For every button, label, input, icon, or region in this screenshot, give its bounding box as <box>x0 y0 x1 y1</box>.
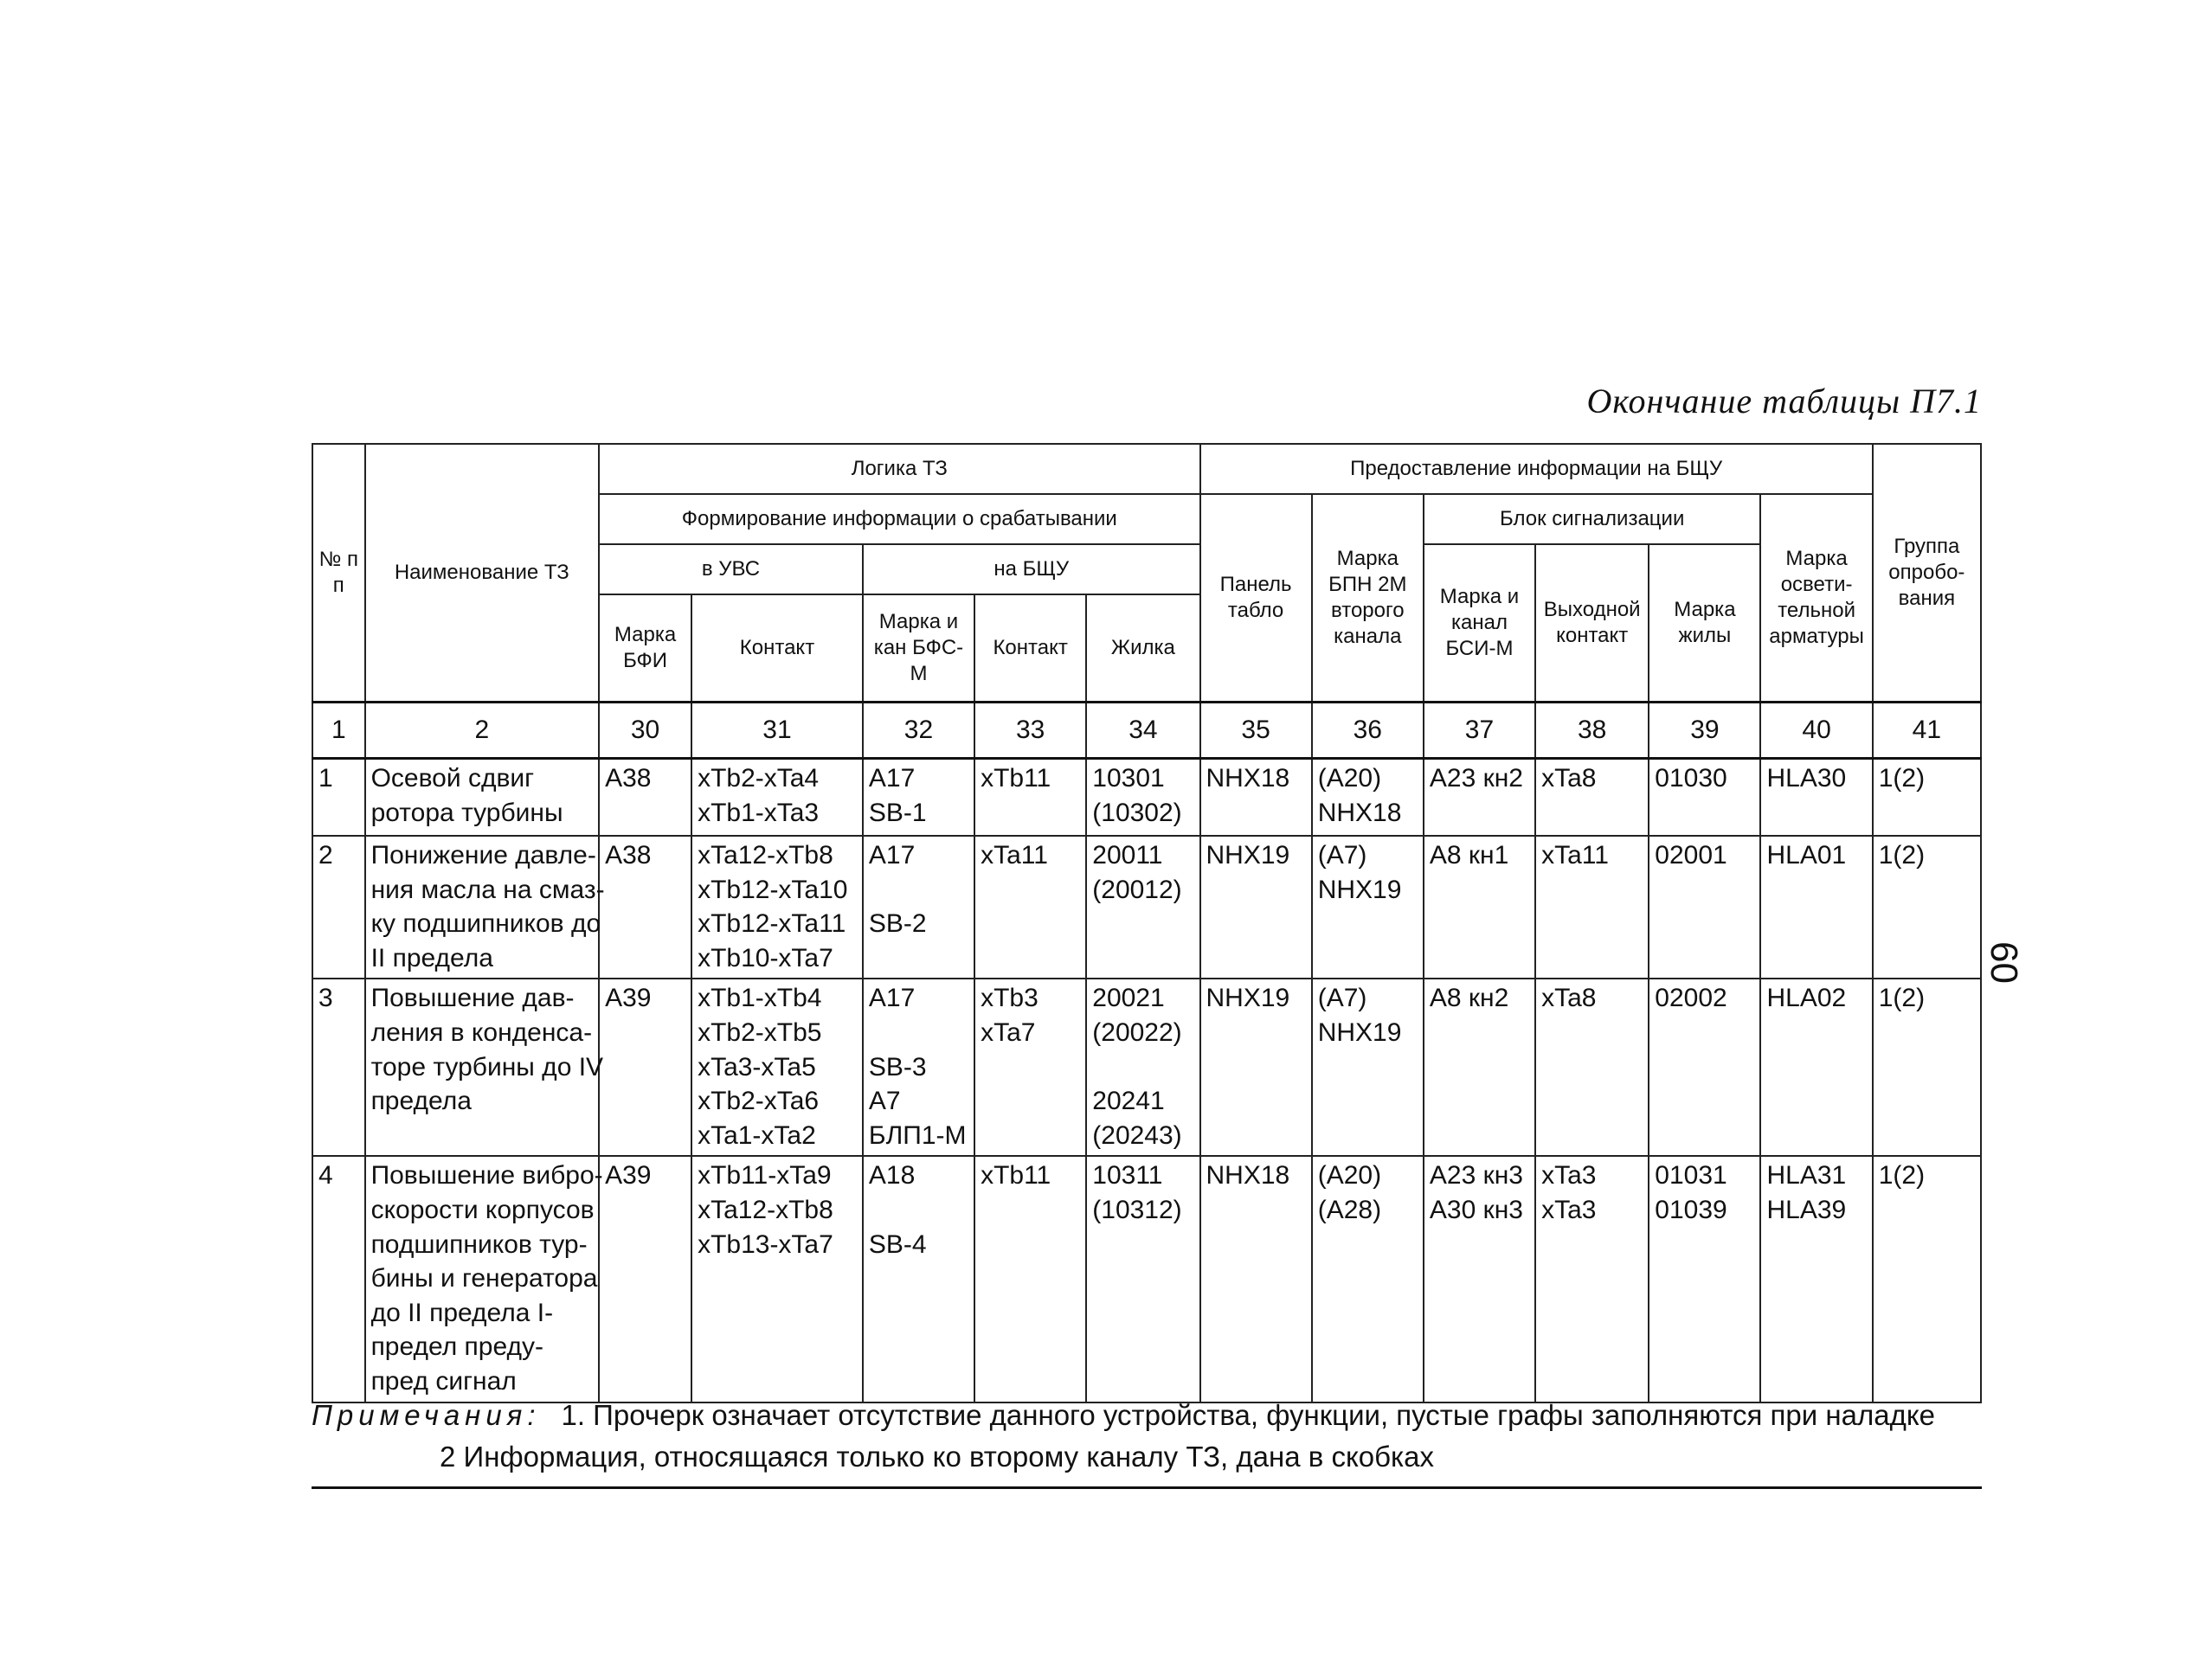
cell-out-contact-line: xTa8 <box>1541 764 1597 793</box>
cell-num: 4 <box>312 1156 365 1402</box>
cell-bsi <box>1424 979 1535 1156</box>
header-bpn: Марка БПН 2М второго канала <box>1312 494 1424 703</box>
cell-out-contact-line: xTa11 <box>1541 841 1609 870</box>
cell-core-line: (20022) <box>1092 1017 1182 1047</box>
cell-lamp-line: HLA02 <box>1766 984 1847 1013</box>
cell-name <box>365 979 604 1156</box>
col-number: 40 <box>1760 703 1872 759</box>
cell-bpn-line: (А28) <box>1317 1195 1382 1224</box>
cell-core-line: 10301 <box>1092 764 1165 793</box>
cell-wire-line: 01031 <box>1655 1161 1727 1191</box>
cell-bfs-line <box>869 1193 968 1228</box>
cell-name-line: Понижение давле- <box>370 841 596 870</box>
header-logic: Логика ТЗ <box>599 444 1199 494</box>
header-contact-33: Контакт <box>974 594 1086 703</box>
col-number: 37 <box>1424 703 1535 759</box>
cell-bfi: А38 <box>599 759 691 837</box>
cell-bfs <box>863 759 974 837</box>
cell-lamp-line: HLA30 <box>1766 764 1847 793</box>
cell-name-line: пред сигнал <box>370 1366 517 1396</box>
table-row <box>312 836 1981 979</box>
header-panel: Панель табло <box>1200 494 1312 703</box>
cell-bpn-line: (А7) <box>1317 841 1367 870</box>
cell-wire-line: 01039 <box>1655 1195 1727 1224</box>
cell-bfs-line: SB-2 <box>868 909 927 939</box>
cell-num: 2 <box>312 836 365 979</box>
header-info: Предоставление информации на БЩУ <box>1200 444 1873 494</box>
header-wire: Марка жилы <box>1649 544 1760 703</box>
cell-panel: NHX19 <box>1200 979 1312 1156</box>
cell-lamp <box>1760 979 1872 1156</box>
cell-core <box>1086 979 1199 1156</box>
cell-out-contact-line: xTa8 <box>1541 984 1597 1013</box>
col-number: 33 <box>974 703 1086 759</box>
header-lamp: Марка освети-тельной арматуры <box>1760 494 1872 703</box>
main-table <box>312 443 1982 1403</box>
cell-bfs-line: SB-3 <box>868 1052 927 1082</box>
cell-lamp-line: HLA39 <box>1766 1195 1847 1224</box>
cell-wire <box>1649 1156 1760 1402</box>
cell-core-line: (20012) <box>1092 875 1182 904</box>
cell-group: 1(2) <box>1873 759 1981 837</box>
cell-contact-33 <box>974 759 1086 837</box>
cell-bfs-line: SB-1 <box>868 798 927 827</box>
cell-bsi-line: А8 кн1 <box>1429 841 1509 870</box>
cell-out-contact-line: xTa3 <box>1541 1195 1597 1224</box>
cell-wire-line: 01030 <box>1655 764 1727 793</box>
cell-name-line: ления в конденса- <box>370 1017 593 1047</box>
cell-name <box>365 759 600 837</box>
cell-lamp-line: HLA31 <box>1766 1161 1847 1191</box>
cell-contact-line: xTa1-xTa2 <box>698 1120 816 1150</box>
cell-bpn-line: NHX19 <box>1317 1017 1402 1047</box>
header-bfs: Марка и кан БФС-М <box>863 594 974 703</box>
cell-lamp <box>1760 759 1872 837</box>
cell-name-line: ку подшипников до <box>370 909 601 939</box>
note-2: 2 Информация, относящаяся только ко второму каналу ТЗ, дана в скобках <box>440 1440 1435 1473</box>
cell-group: 1(2) <box>1873 1156 1981 1402</box>
cell-bfs-line: А17 <box>868 984 916 1013</box>
cell-name-line: скорости корпусов <box>370 1195 595 1224</box>
cell-contact-33-line: xTa11 <box>981 841 1048 870</box>
col-number: 31 <box>691 703 863 759</box>
column-number-row <box>312 703 1981 759</box>
header-group: Группа опробо-вания <box>1873 444 1981 703</box>
cell-group: 1(2) <box>1873 979 1981 1156</box>
table-row <box>312 979 1981 1156</box>
cell-panel: NHX18 <box>1200 759 1312 837</box>
notes <box>312 1395 1982 1478</box>
cell-core <box>1086 759 1199 837</box>
cell-core-line: 20021 <box>1092 984 1165 1013</box>
header-uvs: в УВС <box>599 544 863 594</box>
cell-contact-33-line: xTb11 <box>981 764 1051 793</box>
bottom-rule <box>312 1486 1982 1489</box>
col-number: 1 <box>312 703 365 759</box>
header-bsi: Марка и канал БСИ-М <box>1424 544 1535 703</box>
table-row <box>312 759 1981 837</box>
cell-bpn <box>1312 759 1424 837</box>
cell-contact-33-line: xTb3 <box>981 984 1038 1013</box>
col-number: 30 <box>599 703 691 759</box>
cell-name-line: подшипников тур- <box>370 1229 588 1259</box>
cell-contact-line: xTa3-xTa5 <box>698 1052 816 1082</box>
col-number: 39 <box>1649 703 1760 759</box>
cell-bpn-line: (А7) <box>1317 984 1367 1013</box>
cell-contact-line: xTb12-xTa11 <box>698 909 846 939</box>
table-row <box>312 1156 1981 1402</box>
col-number: 38 <box>1535 703 1649 759</box>
cell-contact-line: xTb2-xTa6 <box>698 1087 820 1116</box>
cell-wire-line: 02002 <box>1655 984 1727 1013</box>
cell-name-line: бины и генератора <box>370 1264 598 1293</box>
col-number: 34 <box>1086 703 1199 759</box>
cell-contact-line: xTb2-xTb5 <box>698 1017 822 1047</box>
cell-contact-line: xTb13-xTa7 <box>698 1229 833 1259</box>
cell-contact-33 <box>974 979 1086 1156</box>
col-number: 41 <box>1873 703 1981 759</box>
cell-name-line: до II предела I- <box>370 1298 554 1327</box>
cell-contact-line: xTa12-xTb8 <box>698 841 833 870</box>
cell-contact-33 <box>974 836 1086 979</box>
cell-name-line: Повышение вибро- <box>370 1161 603 1191</box>
cell-contact-line: xTa12-xTb8 <box>698 1195 833 1224</box>
cell-contact <box>691 1156 863 1402</box>
cell-bfs-line <box>869 1016 968 1050</box>
cell-contact-line: xTb12-xTa10 <box>698 875 848 904</box>
cell-bsi-line: А23 кн2 <box>1429 764 1523 793</box>
cell-bfi: А39 <box>599 979 691 1156</box>
cell-wire <box>1649 759 1760 837</box>
header-num: № п п <box>312 444 365 703</box>
cell-contact <box>691 759 863 837</box>
cell-contact-line: xTb2-xTa4 <box>698 764 820 793</box>
col-number: 2 <box>365 703 600 759</box>
cell-contact <box>691 979 863 1156</box>
cell-bsi-line: А30 кн3 <box>1429 1195 1523 1224</box>
cell-wire-line: 02001 <box>1655 841 1727 870</box>
cell-bpn-line: NHX19 <box>1317 875 1402 904</box>
cell-bfs <box>863 979 974 1156</box>
header-bfi: Марка БФИ <box>599 594 691 703</box>
cell-name-line: II предела <box>370 943 493 972</box>
cell-bsi <box>1424 836 1535 979</box>
cell-bfs-line: А18 <box>868 1161 916 1191</box>
cell-contact-33 <box>974 1156 1086 1402</box>
col-number: 36 <box>1312 703 1424 759</box>
cell-panel: NHX18 <box>1200 1156 1312 1402</box>
page-number: 60 <box>1983 941 2025 984</box>
cell-core <box>1086 836 1199 979</box>
cell-contact-line: xTb1-xTb4 <box>698 984 822 1013</box>
cell-bfs-line <box>869 873 968 908</box>
cell-bsi-line: А23 кн3 <box>1429 1161 1523 1191</box>
cell-bsi <box>1424 759 1535 837</box>
cell-name-line: ротора турбины <box>370 798 563 827</box>
cell-core-line: (10312) <box>1092 1195 1182 1224</box>
cell-name-line: предела <box>370 1087 472 1116</box>
col-number: 32 <box>863 703 974 759</box>
cell-out-contact <box>1535 1156 1649 1402</box>
cell-core-line: (20243) <box>1092 1120 1182 1150</box>
cell-bpn-line: (А20) <box>1317 1161 1382 1191</box>
cell-core-line: 10311 <box>1092 1161 1163 1191</box>
cell-name-line: торе турбины до IV <box>370 1052 604 1082</box>
table-caption: Окончание таблицы П7.1 <box>1586 382 1982 420</box>
cell-lamp-line: HLA01 <box>1766 841 1847 870</box>
header-out-contact: Выходной контакт <box>1535 544 1649 703</box>
header-bschu: на БЩУ <box>863 544 1200 594</box>
header-core: Жилка <box>1086 594 1199 703</box>
cell-bpn-line: NHX18 <box>1317 798 1402 827</box>
notes-lead: Примечания: <box>312 1399 541 1431</box>
cell-bpn <box>1312 836 1424 979</box>
cell-core-line: 20011 <box>1092 841 1163 870</box>
col-number: 35 <box>1200 703 1312 759</box>
cell-bfi: А38 <box>599 836 691 979</box>
header-name: Наименование ТЗ <box>365 444 600 703</box>
cell-bfs-line: А7 <box>868 1087 901 1116</box>
cell-bpn-line: (А20) <box>1317 764 1382 793</box>
cell-core <box>1086 1156 1199 1402</box>
cell-bpn <box>1312 979 1424 1156</box>
cell-lamp <box>1760 836 1872 979</box>
cell-core-line: (10302) <box>1092 798 1182 827</box>
cell-out-contact <box>1535 836 1649 979</box>
cell-num: 3 <box>312 979 365 1156</box>
cell-contact-line: xTb1-xTa3 <box>698 798 820 827</box>
cell-out-contact-line: xTa3 <box>1541 1161 1597 1191</box>
cell-contact-33-line: xTa7 <box>981 1017 1036 1047</box>
cell-group: 1(2) <box>1873 836 1981 979</box>
cell-wire <box>1649 836 1760 979</box>
cell-name-line: предел преду- <box>370 1332 544 1362</box>
cell-contact <box>691 836 863 979</box>
note-1: 1. Прочерк означает отсутствие данного устройства, функции, пустые графы заполняются при наладке <box>561 1399 1935 1431</box>
cell-core-line <box>1092 1050 1193 1085</box>
cell-contact-33-line: xTb11 <box>981 1161 1051 1191</box>
cell-bpn <box>1312 1156 1424 1402</box>
note-line-1 <box>312 1395 1982 1436</box>
cell-bsi-line: А8 кн2 <box>1429 984 1509 1013</box>
cell-bfs-line: А17 <box>868 764 916 793</box>
cell-bfs-line: А17 <box>868 841 916 870</box>
cell-num: 1 <box>312 759 365 837</box>
cell-bfs-line: БЛП1-М <box>868 1120 967 1150</box>
header-formation: Формирование информации о срабатывании <box>599 494 1199 544</box>
cell-name <box>365 836 605 979</box>
cell-panel: NHX19 <box>1200 836 1312 979</box>
cell-contact-line: xTb11-xTa9 <box>698 1161 832 1191</box>
cell-core-line: 20241 <box>1092 1087 1165 1116</box>
cell-name <box>365 1156 603 1402</box>
cell-lamp <box>1760 1156 1872 1402</box>
cell-wire <box>1649 979 1760 1156</box>
header-signal-block: Блок сигнализации <box>1424 494 1761 544</box>
cell-bfs <box>863 1156 974 1402</box>
cell-name-line: Повышение дав- <box>370 984 575 1013</box>
cell-bsi <box>1424 1156 1535 1402</box>
header-contact-31: Контакт <box>691 594 863 703</box>
cell-out-contact <box>1535 979 1649 1156</box>
cell-bfs <box>863 836 974 979</box>
cell-name-line: Осевой сдвиг <box>370 764 535 793</box>
cell-contact-line: xTb10-xTa7 <box>698 943 833 972</box>
cell-name-line: ния масла на смаз- <box>370 875 605 904</box>
cell-out-contact <box>1535 759 1649 837</box>
cell-bfi: А39 <box>599 1156 691 1402</box>
cell-bfs-line: SB-4 <box>868 1229 927 1259</box>
